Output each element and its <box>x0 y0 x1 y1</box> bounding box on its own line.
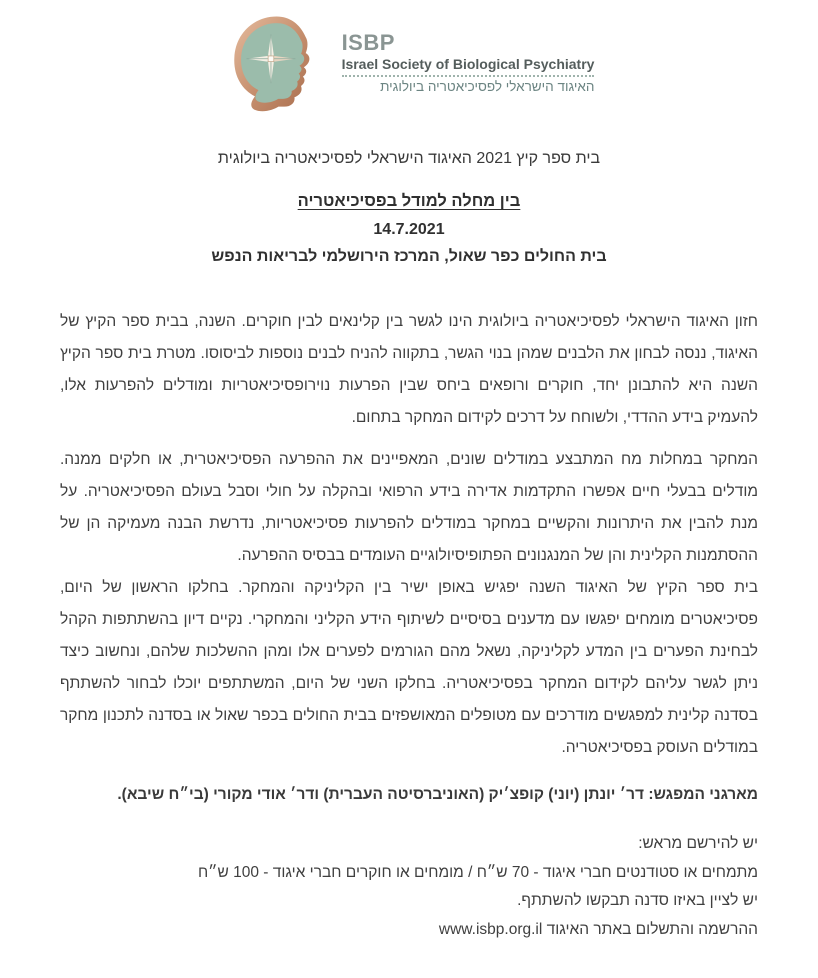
event-venue: בית החולים כפר שאול, המרכז הירושלמי לבריאות הנפש <box>211 248 607 265</box>
organizers-line: מארגני המפגש: דר׳ יונתן (יוני) קופצ׳יק (האוניברסיטה העברית) ודר׳ אודי מקורי (בי״ח שיבא). <box>117 786 758 803</box>
registration-text: ההרשמה והתשלום באתר האיגוד <box>546 920 758 938</box>
logo-text-block <box>342 31 595 95</box>
vision-paragraph: חזון האיגוד הישראלי לפסיכיאטריה ביולוגית הינו לגשר בין קלינאים לבין חוקרים. השנה, בבית ספר הקיץ של האיגוד, ננסה לבחון את הלבנים שמהן בנוי הגשר, בתקווה להניח לבנים נוספות לביסוסו. מטרת בית ספר הקיץ השנה היא להתבונן יחד, חוקרים ורופאים ביחס שבין הפרעות נוירופסיכיאטריות ומודלים להפרעות אלו, להעמיק בידע ההדדי, ולשוחח על דרכים לקידום המחקר בתחום. <box>60 313 758 426</box>
isbp-logo <box>60 12 758 114</box>
summer-school-line: בית ספר קיץ 2021 האיגוד הישראלי לפסיכיאטריה ביולוגית <box>217 150 601 167</box>
program-paragraph: בית ספר הקיץ של האיגוד השנה יפגיש באופן ישיר בין הקליניקה והמחקר. בחלקו הראשון של היום, פסיכיאטרים מומחים יפגשו עם מדענים בסיסיים לשיתוף הידע הקליני והמחקרי. נקיים דיון בהשתתפות הקהל לבחינת הפערים בין המדע לקליניקה, נשאל מהם הגורמים לפערים אלו ומהן ההשלכות שלהם, ונחשוב כיצד ניתן לגשר עליהם לקידום המחקר בפסיכיאטריה. בחלקו השני של היום, המשתתפים יוכלו לבחור להשתתף בסדנה קלינית למפגשים מודרכים עם מטופלים המאושפזים בבית החולים בכפר שאול או בסדנה לתכנון מחקר במודלים העוסק בפסיכיאטריה. <box>60 579 758 756</box>
isbp-head-compass-icon <box>224 13 332 113</box>
document-title-text: בין מחלה למודל בפסיכיאטריה <box>297 192 521 210</box>
registration-line <box>60 916 758 945</box>
research-models-paragraph: המחקר במחלות מח המתבצע במודלים שונים, המאפיינים את ההפרעה הפסיכיאטרית, או חלקים ממנה. מודלים בבעלי חיים אפשרו התקדמות אדירה בידע הרפואי ובהקלה על חולי וסבל בעולם הפסיכיאטריה. על מנת להבין את היתרונות והקשיים במחקר במודלים להפרעות פסיכיאטריות, נדרשת הבנה מעמיקה הן של ההסתמנות הקלינית והן של המנגנונים הפתופיסיולוגיים העומדים בבסיס ההפרעה. <box>60 451 758 564</box>
logo-abbreviation: ISBP <box>341 30 395 55</box>
document-title <box>60 190 758 212</box>
website-link[interactable]: www.isbp.org.il <box>438 920 543 938</box>
logo-dotted-divider <box>342 75 595 77</box>
event-date: 14.7.2021 <box>373 221 445 238</box>
logo-name-english: Israel Society of Biological Psychiatry <box>341 56 595 72</box>
workshop-note: יש לציין באיזו סדנה תבקשו להשתתף. <box>517 892 758 909</box>
registration-block <box>60 830 758 944</box>
fees-line: מתמחים או סטודנטים חברי איגוד - 70 ש״ח / מומחים או חוקרים חברי איגוד - 100 ש״ח <box>197 863 758 881</box>
register-heading: יש להירשם מראש: <box>638 835 758 852</box>
logo-name-hebrew: האיגוד הישראלי לפסיכיאטריה ביולוגית <box>380 79 595 94</box>
